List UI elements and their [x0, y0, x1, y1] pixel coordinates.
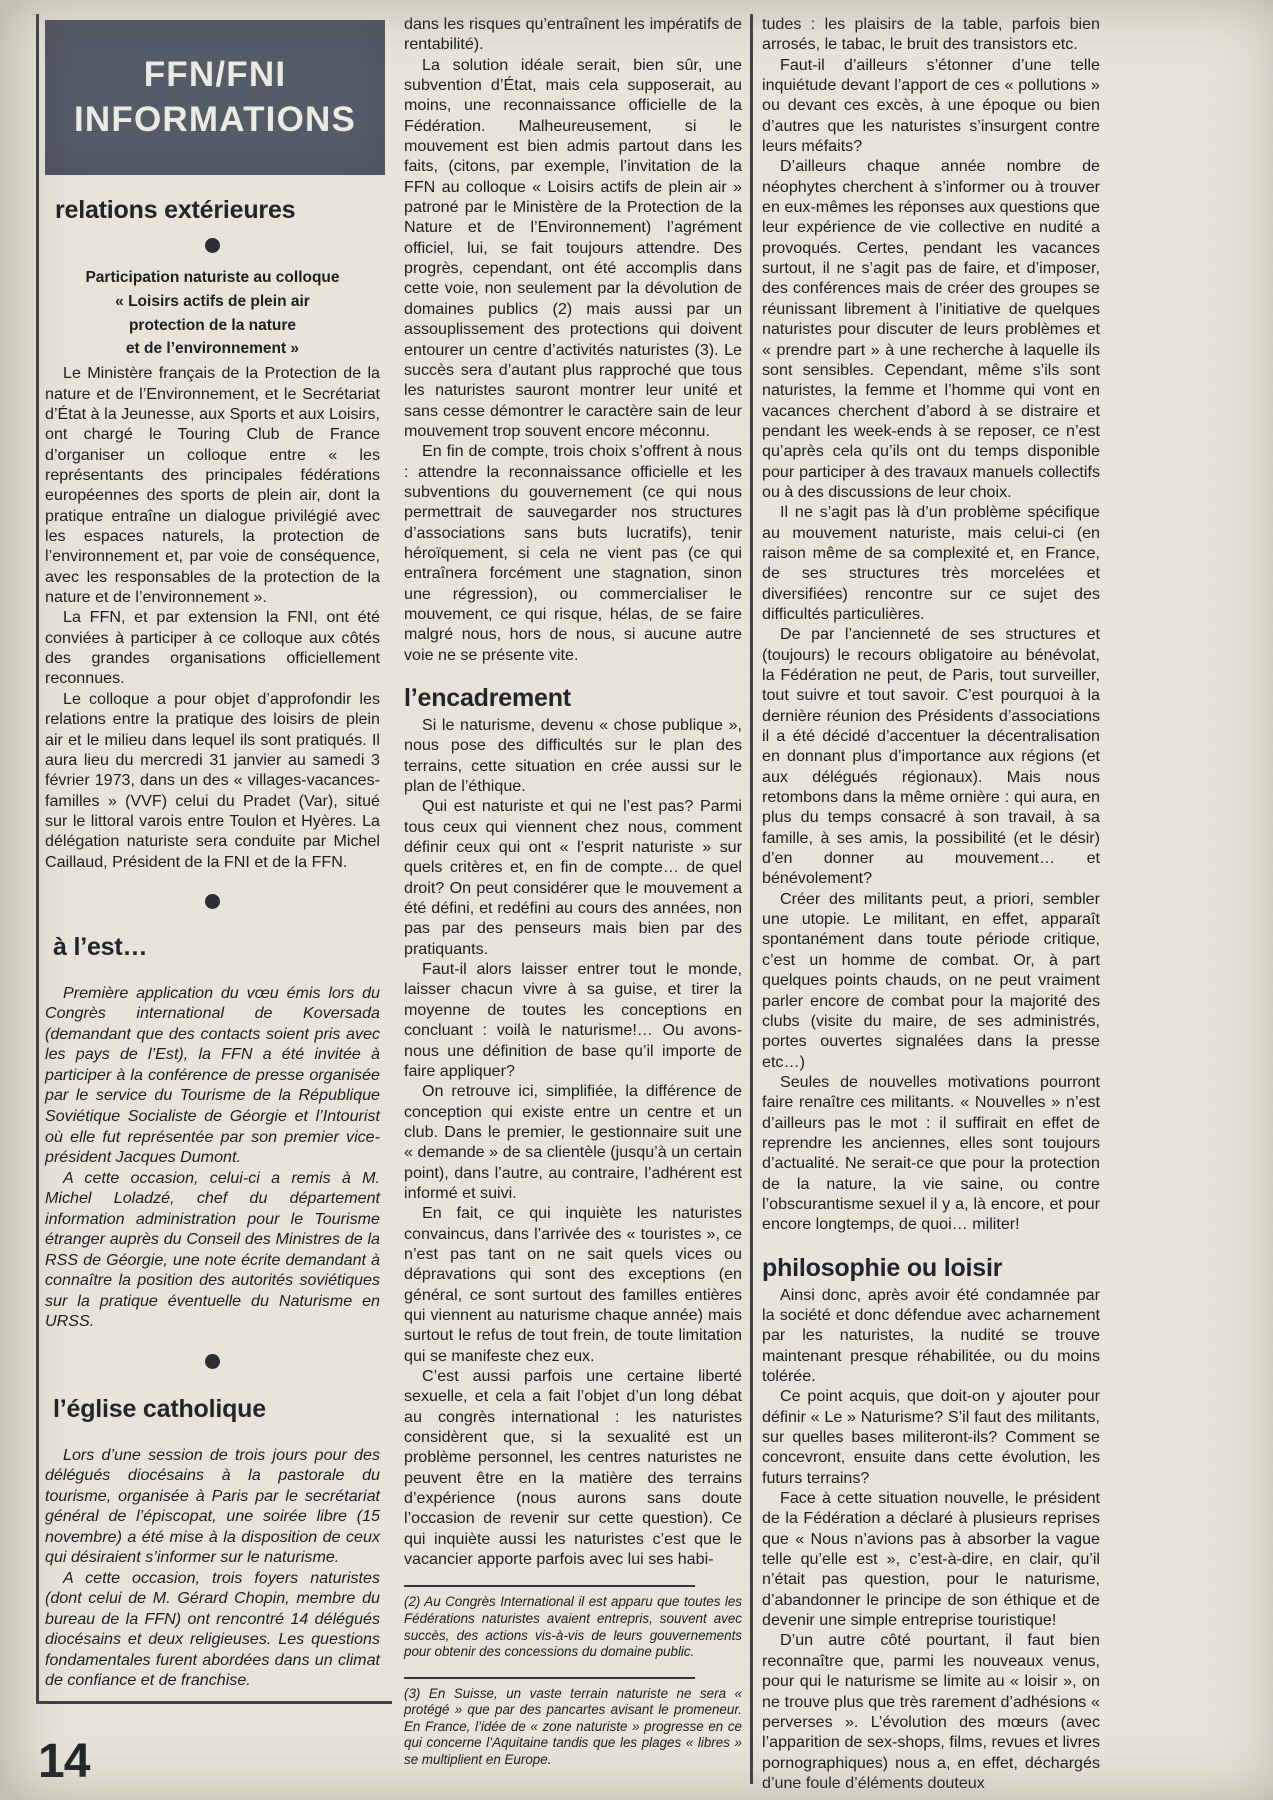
- subhead-line: « Loisirs actifs de plein air: [115, 292, 310, 310]
- footnote: (3) En Suisse, un vaste terrain naturiste ne sera « protégé » que par des pancartes avisant le promeneur. En France, l’idée de « zone naturiste » progresse en ce qui concerne l’Aquitaine tandis que les plages « libres » se multiplient en Europe.: [404, 1685, 742, 1767]
- masthead-title-line2: INFORMATIONS: [73, 99, 357, 139]
- paragraph: Ce point acquis, que doit-on y ajouter pour définir « Le » Naturisme? S’il faut des militants, sur quelles bases militeront-ils? Comment se concevront, ensuite dans cette évolution, les futurs terrains?: [762, 1387, 1100, 1487]
- subhead-line: protection de la nature: [128, 316, 297, 334]
- footnote-divider: [404, 1585, 695, 1587]
- paragraph: A cette occasion, trois foyers naturistes (dont celui de M. Gérard Chopin, membre du bureau de la FFN) ont rencontré 14 délégués diocésains et deux religieuses. Les questions fondamentales furent abordées dans un climat de confiance et de franchise.: [45, 1568, 380, 1690]
- paragraph: A cette occasion, celui-ci a remis à M. Michel Loladzé, chef du département information administration pour le Tourisme étranger auprès du Conseil des Ministres de la RSS de Géorgie, une note écrite demandant à connaître la position des autorités soviétiques sur la pratique éventuelle du Naturisme en URSS.: [45, 1168, 380, 1331]
- page-number: 14: [38, 1735, 90, 1788]
- subhead-line: Participation naturiste au colloque: [85, 269, 340, 286]
- paragraph: Il ne s’agit pas là d’un problème spécifique au mouvement naturiste, mais celui-ci (en raison même de sa complexité et, en France, de ses structures très morcelées et diversifiées) rencontre sur ce sujet des difficultés particulières.: [762, 503, 1100, 623]
- paragraph: La solution idéale serait, bien sûr, une subvention d’État, mais cela supposerait, au moins, une reconnaissance officielle de la Fédération. Malheureusement, si le mouvement est bien admis partout dans les faits, (citons, par exemple, l’invitation de la FFN au colloque « Loisirs actifs de plein air » patroné par le Ministère de la Protection de la Nature et de l’Environnement) l’agrément officiel, lui, se fait toujours attendre. Des progrès, cependant, ont été accomplis dans cette voie, non seulement par la dévolution de domaines publics (2) mais aussi par un assouplissement des protections qui doivent entourer un centre d’activités naturistes (3). Le succès sera d’autant plus rapproché que tous les naturistes sauront montrer leur unité et sans cesse démontrer le caractère sain de leur mouvement trop souvent encore méconnu.: [404, 55, 742, 440]
- bullet-separator: [45, 894, 380, 909]
- masthead-title-line1: FFN/FNI: [143, 55, 287, 95]
- paragraph: Faut-il alors laisser entrer tout le monde, laisser chacun vivre à sa guise, et tirer la moyenne de toutes les conceptions en concluant : voilà le naturisme!… Ou avons-nous une définition de base qu’il importe de faire appliquer?: [404, 960, 742, 1080]
- footnote: (2) Au Congrès International il est apparu que toutes les Fédérations naturistes avaient entrepris, souvent avec succès, des actions vis-à-vis de leurs gouvernements pour obtenir des concessions du domaine public.: [404, 1594, 742, 1660]
- paragraph: Le Ministère français de la Protection de la nature et de l’Environnement, et le Secrétariat d’État à la Jeunesse, aux Sports et aux Loisirs, ont chargé le Touring Club de France d’organiser un colloque entre « les représentants des principales fédérations européennes des sports de plein air, dont la pratique entraîne un dialogue privilégié avec les espaces naturels, la protection de l’environnement et, par voie de conséquence, avec les responsables de la protection de la nature et de l’environnement ».: [45, 364, 380, 607]
- paragraph: Créer des militants peut, a priori, sembler une utopie. Le militant, en effet, apparaît spontanément dans toute période critique, c’est un homme de combat. Or, à part quelques points chauds, on ne peut vraiment parler encore de combat pour la majorité des clubs (visite du maire, de ses administrés, portes ouvertes signalées dans la presse etc…): [762, 889, 1100, 1071]
- bullet-separator: [45, 238, 380, 253]
- paragraph: Le colloque a pour objet d’approfondir les relations entre la pratique des loisirs de plein air et le milieu dans lequel ils sont pratiqués. Il aura lieu du mercredi 31 janvier au samedi 3 février 1973, dans un des « villages-vacances-familles » (VVF) celui du Pradet (Var), situé sur le littoral varois entre Toulon et Hyères. La délégation naturiste sera conduite par Michel Caillaud, Président de la FNI et de la FFN.: [45, 689, 380, 871]
- bullet-dot-icon: [205, 1354, 220, 1369]
- paragraph: Faut-il d’ailleurs s’étonner d’une telle inquiétude devant l’apport de ces « pollutions » ou devant ces excès, à une époque ou bien d’autres que les naturistes s’insurgent contre leurs méfaits?: [762, 55, 1100, 156]
- heading-eglise-catholique: l’église catholique: [53, 1394, 266, 1423]
- paragraph: C’est aussi parfois une certaine liberté sexuelle, et cela a fait l’objet d’un long débat au congrès international : les naturistes considèrent que, si la sexualité est un problème personnel, les centres naturistes ne peuvent être en la matière des terrains d’expérience (nous aurons sans doute l’occasion de revenir sur cette question). Ce qui inquiète aussi les naturistes c’est que le vacancier apporte parfois avec lui ses habi-: [404, 1367, 742, 1569]
- heading-philosophie-ou-loisir: philosophie ou loisir: [762, 1253, 1003, 1282]
- column-three: [762, 14, 1100, 1793]
- paragraph: Si le naturisme, devenu « chose publique », nous pose des difficultés sur le plan des terrains, cette situation en crée aussi sur le plan de l’éthique.: [404, 716, 742, 796]
- paragraph: Première application du vœu émis lors du Congrès international de Koversada (demandant que des contacts soient pris avec les pays de l’Est), la FFN a été invitée à participer à la conférence de presse organisée par le service du Tourisme de la République Soviétique Socialiste de Géorgie et l’Intourist où elle fut représentée par son premier vice-président Jacques Dumont.: [45, 983, 380, 1167]
- paragraph: On retrouve ici, simplifiée, la différence de conception qui existe entre un centre et un club. Dans le premier, le gestionnaire suit une « demande » de sa clientèle (jusqu’à un certain point), dans l’autre, au contraire, l’adhérent est informé et suivi.: [404, 1082, 742, 1202]
- paragraph: Seules de nouvelles motivations pourront faire renaître ces militants. « Nouvelles » n’est d’ailleurs pas le mot : il suffirait en effet de reprendre les anciennes, elles sont toujours d’actualité. Ne serait-ce que pour la protection de la nature, la vie saine, ou contre l’obscurantisme sexuel il y a, là encore, et pour encore longtemps, de quoi… militer!: [762, 1072, 1100, 1234]
- heading-a-lest: à l’est…: [53, 932, 148, 961]
- subhead-line: et de l’environnement »: [125, 340, 300, 358]
- paragraph: D’ailleurs chaque année nombre de néophytes cherchent à s’informer ou à trouver en eux-mêmes les réponses aux questions que leur expérience de vie collective en nudité a provoqués. Certes, pendant les vacances surtout, il ne s’agit pas de faire, et d’imposer, des conférences mais de créer des groupes se réunissant librement à l’initiative de quelques naturistes pour discuter de leurs problèmes et « prendre part » à une recherche à laquelle ils sont sensibles. Cependant, même s’ils sont naturistes, la femme et l’homme qui vont en vacances cherchent d’abord à se distraire et pendant les week-ends à se reposer, ce n’est qu’après cela qu’ils ont du temps disponible pour participer à des travaux manuels collectifs ou à des discussions de leur choix.: [762, 157, 1100, 501]
- subhead-colloque: [45, 268, 380, 359]
- paragraph: dans les risques qu’entraînent les impératifs de rentabilité).: [404, 15, 742, 54]
- paragraph: De par l’ancienneté de ses structures et (toujours) le recours obligatoire au bénévolat, la Fédération ne peut, de Paris, tout surveiller, tout suivre et tout savoir. C’est pourquoi à la dernière réunion des Présidents d’associations il a été décidé d’accentuer la décentralisation en donnant plus d’importance aux régions (et aux délégués régionaux). Mais nous retombons dans la même ornière : qui aura, en plus du temps consacré à son travail, à sa famille, à ses amis, la possibilité (et le désir) d’en donner au mouvement… et bénévolement?: [762, 625, 1100, 888]
- bullet-dot-icon: [205, 894, 220, 909]
- paragraph: En fin de compte, trois choix s’offrent à nous : attendre la reconnaissance officielle et les subventions du gouvernement (ce qui nous permettrait de sauvegarder nos structures d’associations sans buts lucratifs), tenir héroïquement, si cela ne vient pas (ce qui entraînera forcément une stagnation, sinon une régression), ou commercialiser le mouvement, ce qui risque, hélas, de se faire malgré nous, hors de nous, si aucune autre voie ne se présente vite.: [404, 442, 742, 664]
- paragraph: tudes : les plaisirs de la table, parfois bien arrosés, le tabac, le bruit des transistors etc.: [762, 15, 1100, 54]
- heading-relations-exterieures: relations extérieures: [55, 196, 296, 224]
- paragraph: Qui est naturiste et qui ne l’est pas? Parmi tous ceux qui viennent chez nous, comment définir ceux qui ont « l’esprit naturiste » sur quels critères et, en fin de compte… de quel droit? On peut considérer que le mouvement a été défini, et redéfini au cours des années, non pas par des penseurs mais bien par des pratiquants.: [404, 797, 742, 958]
- column-one: [45, 196, 380, 1691]
- heading-encadrement: l’encadrement: [404, 684, 571, 712]
- column-two: [404, 14, 742, 1768]
- paragraph: D’un autre côté pourtant, il faut bien reconnaître que, parmi les nouveaux venus, pour qui le naturisme se limite au « loisir », on ne trouve plus que très rarement d’adhésions « perverses ». L’évolution des mœurs (avec l’apparition de sex-shops, films, revues et livres pornographiques) nous a, en effet, déchargés d’une foule d’éléments douteux: [762, 1631, 1100, 1792]
- bullet-dot-icon: [205, 238, 220, 253]
- footnote-divider: [404, 1677, 695, 1679]
- bullet-separator: [45, 1354, 380, 1369]
- paragraph: En fait, ce qui inquiète les naturistes convaincus, dans l’arrivée des « touristes », ce n’est pas tant on ne sait quels vices ou dépravations qui sont des exceptions (en général, ce sont surtout des familles entières qui viennent au naturisme chaque année) mais surtout le refus de tout frein, de toute limitation qui se manifeste chez eux.: [404, 1204, 742, 1365]
- paragraph: Ainsi donc, après avoir été condamnée par la société et donc défendue avec acharnement par les naturistes, la nudité se trouve maintenant presque réhabilitée, ou du moins tolérée.: [762, 1285, 1100, 1385]
- paragraph: Face à cette situation nouvelle, le président de la Fédération a déclaré à plusieurs reprises que « Nous n’avions pas à absorber la vague telle qu’elle est », c’est-à-dire, en clair, qu’il n’était pas question, pour le naturisme, d’abandonner le principe de son éthique et de devenir une simple entreprise touristique!: [762, 1489, 1100, 1630]
- paragraph: La FFN, et par extension la FNI, ont été conviées à participer à ce colloque aux côtés des grandes organisations officiellement reconnues.: [45, 608, 380, 688]
- paragraph: Lors d’une session de trois jours pour des délégués diocésains à la pastorale du tourisme, organisée à Paris par le secrétariat général de l’épiscopat, une soirée libre (15 novembre) a été mise à la disposition de ceux qui désiraient s’informer sur le naturisme.: [45, 1445, 380, 1567]
